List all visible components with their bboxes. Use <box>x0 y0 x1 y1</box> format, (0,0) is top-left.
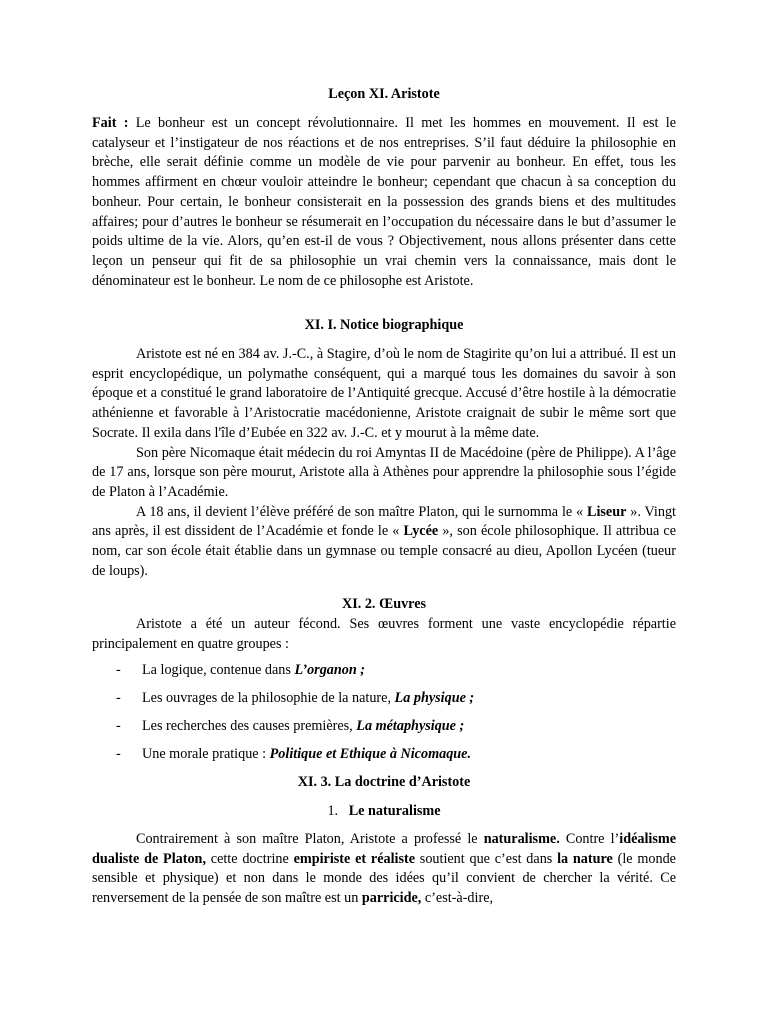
list-item-text: Une morale pratique : <box>142 746 270 762</box>
lesson-title: Leçon XI. Aristote <box>328 86 440 102</box>
list-item <box>116 717 676 737</box>
list-item <box>116 745 676 765</box>
naturalism-text-a: Contrairement à son maître Platon, Aristote a professé le <box>136 831 484 847</box>
biography-p3-part-c: », son école philosophique. Il attribua ce nom, car son école était établie dans un gymnase ou temple consacré au dieu, Apollon Lycéen (tueur de loups). <box>92 523 677 579</box>
biography-text <box>92 345 676 581</box>
biography-paragraph-1: Aristote est né en 384 av. J.-C., à Stagire, d’où le nom de Stagirite qu’on lui a attribué. Il est un esprit encyclopédique, un polymathe conséquent, qui a marqué tous les domaines du savoir à son époque et a constitué le grand laboratoire de l’Antiquité grecque. Accusé d’être hostile à la démocratie athénienne et favorable à l’Aristocratie macédonienne, Aristote craignait de subir le même sort que Socrate. Il exila dans l'île d’Eubée en 322 av. J.-C. et y mourut à la même date. <box>92 346 676 441</box>
work-title: L’organon ; <box>294 662 366 678</box>
works-intro-text: Aristote a été un auteur fécond. Ses œuvres forment une vaste encyclopédie répartie principalement en quatre groupes : <box>92 616 676 652</box>
intro-label: Fait : <box>92 115 129 131</box>
naturalism-text-d: cette doctrine <box>206 850 294 867</box>
works-intro <box>92 615 676 654</box>
term-lycee: Lycée <box>403 523 439 540</box>
term-idealisme: idéalisme dualiste de Platon, <box>92 831 676 867</box>
list-dash: - <box>116 690 121 706</box>
subsection-heading-naturalism <box>92 802 676 822</box>
work-title: La métaphysique ; <box>356 718 465 734</box>
section-heading-works: XI. 2. Œuvres <box>341 596 427 612</box>
naturalism-text-f: (le monde sensible et physique) et non dans le monde des idées qu’il convient de chercher la vérité. Ce renversement de la pensée de son maître est un <box>92 850 676 907</box>
list-item <box>116 661 676 681</box>
subsection-title: Le naturalisme <box>348 803 441 819</box>
list-item-text: Les ouvrages de la philosophie de la nature, <box>142 690 395 706</box>
list-item-text: La logique, contenue dans <box>142 662 295 678</box>
list-dash: - <box>116 746 121 762</box>
intro-paragraph <box>92 114 676 291</box>
biography-paragraph-2: Son père Nicomaque était médecin du roi Amyntas II de Macédoine (père de Philippe). A l’âge de 17 ans, lorsque son père mourut, Aristote alla à Athènes pour apprendre la philosophie sous l’égide de Platon à l’Académie. <box>92 444 676 500</box>
term-parricide: parricide, <box>361 890 422 907</box>
biography-paragraph-3 <box>92 503 676 582</box>
list-dash: - <box>116 718 121 734</box>
biography-p3-part-a: A 18 ans, il devient l’élève préféré de son maître Platon, qui le surnomma le « <box>136 503 587 520</box>
subsection-number: 1. <box>327 803 339 819</box>
term-naturalisme: naturalisme. <box>483 831 560 847</box>
list-item <box>116 689 676 709</box>
section-heading-biography: XI. I. Notice biographique <box>304 317 464 333</box>
work-title: Politique et Ethique à Nicomaque. <box>269 746 472 762</box>
list-dash: - <box>116 662 121 678</box>
naturalism-paragraph <box>92 830 676 909</box>
term-la-nature: la nature <box>557 850 613 867</box>
biography-p3-part-b: ». Vingt ans après, il est dissident de l’Académie et fonde le « <box>92 503 676 540</box>
term-liseur: Liseur <box>587 503 627 520</box>
naturalism-text-e: soutient que c’est dans <box>415 850 558 867</box>
work-title: La physique ; <box>394 690 475 706</box>
list-item-text: Les recherches des causes premières, <box>142 718 357 734</box>
naturalism-text-c: Contre l’ <box>559 831 620 847</box>
term-empiriste: empiriste et réaliste <box>293 850 416 867</box>
naturalism-text-g: c’est-à-dire, <box>421 890 494 907</box>
intro-text: Le bonheur est un concept révolutionnaire. Il met les hommes en mouvement. Il est le catalyseur et l’instigateur de nos réactions et de nos entreprises. S’il faut déduire la philosophie en brèche, elle serait définie comme un modèle de vie pour parvenir au bonheur. En effet, tous les hommes affirment en chœur vouloir atteindre le bonheur; cependant que chacun à sa conception du bonheur. Pour certain, le bonheur consisterait en la possession des grands biens et des multitudes affaires; pour d’autres le bonheur se résumerait en l’occupation du nécessaire dans le but d’assumer le poids ultime de la vie. Alors, qu’en est-il de vous ? Objectivement, nous allons présenter dans cette leçon un penseur qui fit de sa philosophie un vrai chemin vers la connaissance, mais dont le dénominateur est le bonheur. Le nom de ce philosophe est Aristote. <box>92 115 676 289</box>
section-heading-doctrine: XI. 3. La doctrine d’Aristote <box>297 774 471 790</box>
